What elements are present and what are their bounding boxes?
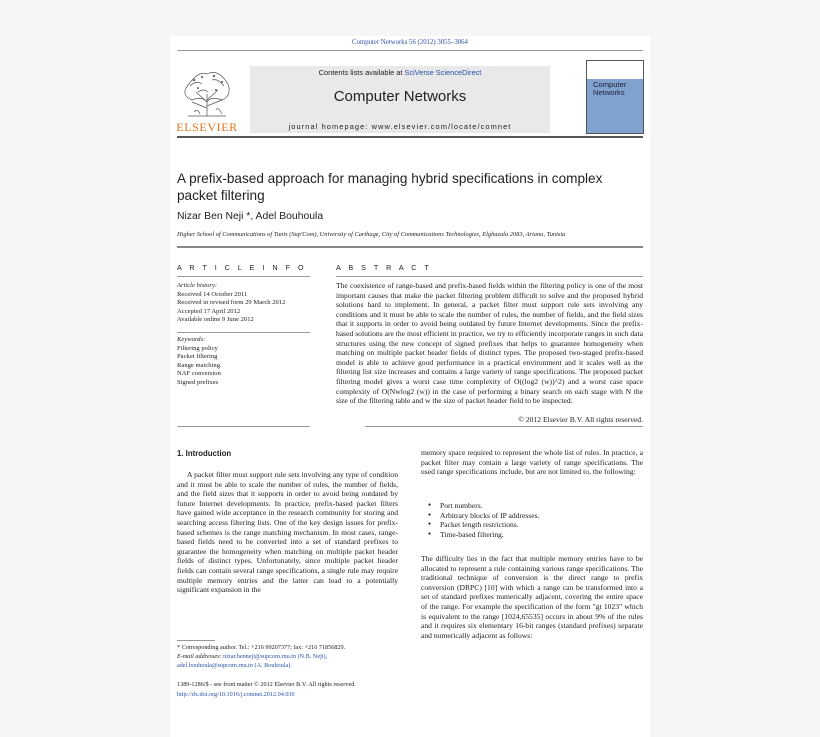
email-note — [177, 652, 398, 670]
section-divider-left — [177, 426, 310, 427]
right-column-intro: memory space required to represent the whole list of rules. In practice, a packet filter may contain a large variety of range specifications. The used range specifications include, but are not limited to, the following: — [421, 448, 643, 477]
top-divider — [177, 50, 643, 51]
sciencedirect-link[interactable]: SciVerse ScienceDirect — [404, 68, 482, 77]
issn-line: 1389-1286/$ - see front matter © 2012 Elsevier B.V. All rights reserved. — [177, 681, 356, 688]
keyword-item: Signed prefixes — [177, 378, 219, 386]
email-label: E-mail addresses: — [177, 653, 222, 660]
history-label: Article history: — [177, 282, 218, 289]
range-spec-list — [428, 501, 643, 539]
article-info-divider — [177, 276, 310, 277]
contents-prefix: Contents lists available at — [318, 68, 405, 77]
publication-info — [177, 680, 398, 699]
article-history — [177, 282, 310, 325]
keyword-item: Range matching — [177, 361, 221, 369]
article-info-heading: A R T I C L E I N F O — [177, 263, 307, 272]
abstract-text: The coexistence of range-based and prefix-based fields within the filtering policy is one of the most important causes that make the packet filtering problem difficult to solve and the proposed hybrid solutions hard to implement. In general, a packet filter must support rule sets involving any conditions and it must be able to scale the number of rules, the number of fields, and the field sizes that it supports in order to avoid being outdated by future Internet developments. Since the prefix-based solutions are the most efficient in practice, we try to efficiently incorporate ranges in such data structures using the new concept of signed prefixes that helps to guarantee homogeneity when matching on multiple packet header fields of distinct types. The proposed two-staged prefix-based model is able to achieve good performance in a practical environment and it scales well as the filtering list size increases and contains a large variety of range specifications. The proposed packet filtering model gives a worst case time complexity of O((log2 (w))^2) and a worst case space complexity of O(Nwlog2 (w)) in the case of performing a binary search on each stage with N the size of the filtering table and w the size of packet header field to be inspected. — [336, 281, 643, 406]
header-divider — [177, 136, 643, 138]
copyright-notice: © 2012 Elsevier B.V. All rights reserved. — [518, 415, 643, 424]
contents-availability — [250, 68, 550, 77]
history-revised: Received in revised form 29 March 2012 — [177, 299, 286, 307]
section-divider-right — [365, 426, 643, 427]
journal-cover-thumbnail[interactable] — [586, 60, 644, 134]
keyword-item: Filtering policy — [177, 344, 218, 352]
keyword-item: NAF conversion — [177, 370, 221, 378]
list-item: ● Arbitrary blocks of IP addresses. — [428, 511, 643, 521]
history-online: Available online 9 June 2012 — [177, 316, 254, 324]
journal-homepage[interactable]: journal homepage: www.elsevier.com/locate/comnet — [288, 122, 512, 131]
keywords-list — [177, 336, 310, 388]
list-item: ● Packet length restrictions. — [428, 520, 643, 530]
history-accepted: Accepted 17 April 2012 — [177, 307, 241, 315]
abstract-divider — [336, 276, 643, 277]
article-page — [170, 36, 650, 737]
keyword-item: Packet filtering — [177, 353, 218, 361]
author-list: Nizar Ben Neji *, Adel Bouhoula — [177, 211, 324, 222]
abstract-heading: A B S T R A C T — [336, 263, 432, 272]
journal-title: Computer Networks — [333, 88, 467, 105]
email-addresses[interactable]: nizar.benneji@supcom.rnu.tn (N.B. Neji), adel.bouhoula@supcom.rnu.tn (A. Bouhoula). — [177, 653, 328, 669]
introduction-heading: 1. Introduction — [177, 449, 232, 458]
list-item: ● Port numbers. — [428, 501, 643, 511]
intro-paragraph: A packet filter must support rule sets involving any type of condition and it must be able to scale the number of rules, the number of fields, and the field sizes that it supports in order to avoid being outdated by future Internet developments. In practice, prefix-based packet filters have gained wide acceptance in the research community for storing and searching access filtering lists. One of the key design issues for prefix-based schemes is the range matching mechanism. In most cases, range-based fields need to be converted into a set of standard prefixes to guarantee the homogeneity when matching on multiple packet header fields of distinct types. Unfortunately, since multiple packet header fields can contain several range specifications, a single rule may require multiple memory entries and the latter can lead to a potentially significant expansion in the — [177, 470, 398, 595]
cover-title: Computer Networks — [593, 80, 627, 97]
doi-link[interactable]: http://dx.doi.org/10.1016/j.comnet.2012.04.030 — [177, 690, 295, 698]
journal-reference-link[interactable]: Computer Networks 56 (2012) 3055–3064 — [352, 39, 468, 46]
affiliation-divider — [177, 246, 643, 248]
footnotes — [177, 643, 398, 670]
history-received: Received 14 October 2011 — [177, 290, 248, 298]
keywords-divider — [177, 332, 310, 333]
keywords-label: Keywords: — [177, 336, 206, 343]
footnote-divider — [177, 640, 215, 641]
cover-header-strip — [587, 61, 643, 79]
elsevier-wordmark: ELSEVIER — [176, 120, 238, 134]
author-affiliation: Higher School of Communications of Tunis (Sup'Com), University of Carthage, City of Communications Technologies, Elghazala 2083, Ariana, Tunisia — [177, 231, 566, 238]
left-column — [177, 470, 398, 595]
journal-header-box — [250, 66, 550, 133]
article-title: A prefix-based approach for managing hybrid specifications in complex packet filtering — [177, 171, 603, 203]
right-column-paragraph: The difficulty lies in the fact that multiple memory entries have to be allocated to represent a rule containing various range specifications. The traditional technique of conversion is the direct range to prefix conversion (DRPC) [10] with which a range can be transformed into a set of standard prefixes numerically adjacent, covering the entire space of the range. For example the specification of the form "gt 1023" which is equivalent to the range [1024,65535] occurs in about 9% of the rules and it requires six elementary 16-bit ranges (standard prefixes) separate and numerically adjacent as follows: — [421, 554, 643, 640]
list-item: ● Time-based filtering. — [428, 530, 643, 540]
corresponding-author-note: * Corresponding author. Tel.: +216 99207377; fax: +216 71856829. — [177, 644, 346, 651]
